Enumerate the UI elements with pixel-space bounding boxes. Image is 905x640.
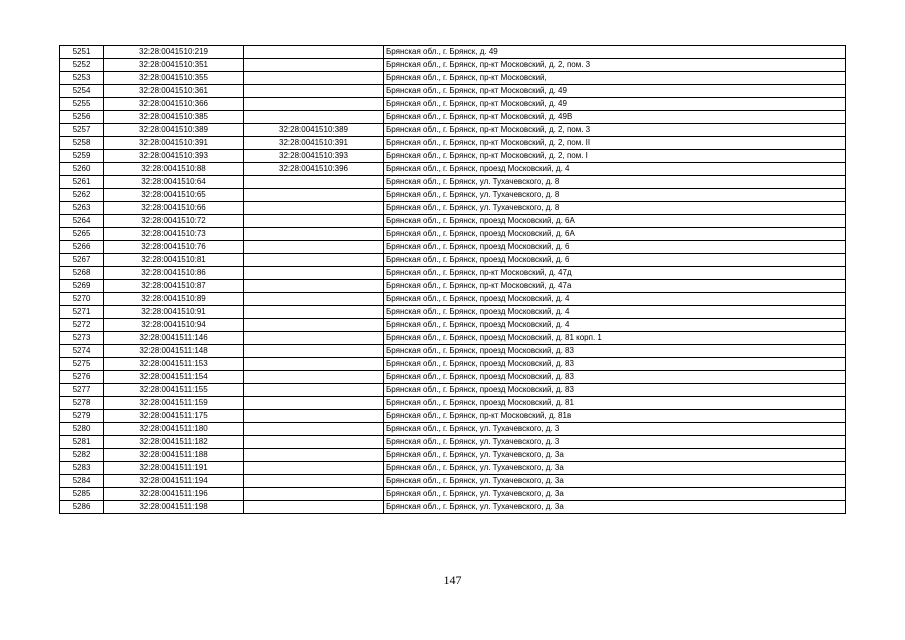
table-row — [60, 189, 846, 202]
row-number-cell: 5265 — [60, 228, 104, 241]
related-cadastral-number-cell — [244, 358, 384, 371]
table-row — [60, 293, 846, 306]
related-cadastral-number-cell — [244, 488, 384, 501]
row-number-cell: 5283 — [60, 462, 104, 475]
address-cell: Брянская обл., г. Брянск, проезд Московский, д. 83 — [384, 371, 846, 384]
address-cell: Брянская обл., г. Брянск, пр-кт Московский, д. 47д — [384, 267, 846, 280]
table-row — [60, 358, 846, 371]
table-row — [60, 46, 846, 59]
cadastral-register-table — [59, 45, 846, 514]
table-row — [60, 371, 846, 384]
cadastral-number-cell: 32:28:0041510:81 — [104, 254, 244, 267]
row-number-cell: 5264 — [60, 215, 104, 228]
cadastral-number-cell: 32:28:0041511:198 — [104, 501, 244, 514]
row-number-cell: 5263 — [60, 202, 104, 215]
cadastral-number-cell: 32:28:0041510:385 — [104, 111, 244, 124]
address-cell: Брянская обл., г. Брянск, ул. Тухачевского, д. 3 — [384, 423, 846, 436]
table-row — [60, 98, 846, 111]
table-body — [60, 46, 846, 514]
address-cell: Брянская обл., г. Брянск, д. 49 — [384, 46, 846, 59]
cadastral-number-cell: 32:28:0041510:391 — [104, 137, 244, 150]
row-number-cell: 5268 — [60, 267, 104, 280]
row-number-cell: 5284 — [60, 475, 104, 488]
related-cadastral-number-cell — [244, 254, 384, 267]
table-row — [60, 72, 846, 85]
cadastral-number-cell: 32:28:0041510:73 — [104, 228, 244, 241]
cadastral-number-cell: 32:28:0041511:180 — [104, 423, 244, 436]
address-cell: Брянская обл., г. Брянск, ул. Тухачевского, д. 3а — [384, 462, 846, 475]
address-cell: Брянская обл., г. Брянск, пр-кт Московский, д. 81в — [384, 410, 846, 423]
related-cadastral-number-cell — [244, 176, 384, 189]
cadastral-number-cell: 32:28:0041511:155 — [104, 384, 244, 397]
table-row — [60, 85, 846, 98]
related-cadastral-number-cell — [244, 85, 384, 98]
related-cadastral-number-cell — [244, 462, 384, 475]
table-row — [60, 59, 846, 72]
address-cell: Брянская обл., г. Брянск, проезд Московский, д. 6 — [384, 241, 846, 254]
row-number-cell: 5254 — [60, 85, 104, 98]
table-row — [60, 436, 846, 449]
address-cell: Брянская обл., г. Брянск, ул. Тухачевского, д. 8 — [384, 189, 846, 202]
cadastral-number-cell: 32:28:0041510:351 — [104, 59, 244, 72]
table-row — [60, 423, 846, 436]
row-number-cell: 5278 — [60, 397, 104, 410]
table-row — [60, 176, 846, 189]
table-row — [60, 111, 846, 124]
cadastral-number-cell: 32:28:0041510:89 — [104, 293, 244, 306]
address-cell: Брянская обл., г. Брянск, ул. Тухачевского, д. 3а — [384, 449, 846, 462]
table-row — [60, 345, 846, 358]
cadastral-number-cell: 32:28:0041511:159 — [104, 397, 244, 410]
address-cell: Брянская обл., г. Брянск, проезд Московский, д. 4 — [384, 163, 846, 176]
cadastral-number-cell: 32:28:0041511:194 — [104, 475, 244, 488]
table-row — [60, 332, 846, 345]
related-cadastral-number-cell: 32:28:0041510:391 — [244, 137, 384, 150]
address-cell: Брянская обл., г. Брянск, проезд Московский, д. 83 — [384, 358, 846, 371]
related-cadastral-number-cell — [244, 345, 384, 358]
address-cell: Брянская обл., г. Брянск, проезд Московский, д. 6 — [384, 254, 846, 267]
cadastral-number-cell: 32:28:0041510:389 — [104, 124, 244, 137]
table-row — [60, 254, 846, 267]
row-number-cell: 5270 — [60, 293, 104, 306]
address-cell: Брянская обл., г. Брянск, ул. Тухачевского, д. 3а — [384, 501, 846, 514]
related-cadastral-number-cell — [244, 46, 384, 59]
table-row — [60, 215, 846, 228]
table-row — [60, 488, 846, 501]
row-number-cell: 5275 — [60, 358, 104, 371]
related-cadastral-number-cell — [244, 410, 384, 423]
related-cadastral-number-cell — [244, 202, 384, 215]
address-cell: Брянская обл., г. Брянск, ул. Тухачевского, д. 3а — [384, 488, 846, 501]
address-cell: Брянская обл., г. Брянск, проезд Московский, д. 81 — [384, 397, 846, 410]
address-cell: Брянская обл., г. Брянск, ул. Тухачевского, д. 3 — [384, 436, 846, 449]
cadastral-number-cell: 32:28:0041510:361 — [104, 85, 244, 98]
related-cadastral-number-cell — [244, 293, 384, 306]
row-number-cell: 5251 — [60, 46, 104, 59]
row-number-cell: 5269 — [60, 280, 104, 293]
address-cell: Брянская обл., г. Брянск, пр-кт Московский, д. 2, пом. I — [384, 150, 846, 163]
cadastral-number-cell: 32:28:0041510:64 — [104, 176, 244, 189]
row-number-cell: 5252 — [60, 59, 104, 72]
address-cell: Брянская обл., г. Брянск, проезд Московский, д. 83 — [384, 384, 846, 397]
row-number-cell: 5276 — [60, 371, 104, 384]
related-cadastral-number-cell — [244, 384, 384, 397]
cadastral-number-cell: 32:28:0041510:393 — [104, 150, 244, 163]
address-cell: Брянская обл., г. Брянск, пр-кт Московский, д. 2, пом. 3 — [384, 124, 846, 137]
table-row — [60, 410, 846, 423]
related-cadastral-number-cell — [244, 371, 384, 384]
related-cadastral-number-cell — [244, 72, 384, 85]
related-cadastral-number-cell: 32:28:0041510:396 — [244, 163, 384, 176]
address-cell: Брянская обл., г. Брянск, пр-кт Московский, д. 49 — [384, 98, 846, 111]
cadastral-number-cell: 32:28:0041510:94 — [104, 319, 244, 332]
row-number-cell: 5277 — [60, 384, 104, 397]
row-number-cell: 5266 — [60, 241, 104, 254]
cadastral-number-cell: 32:28:0041511:154 — [104, 371, 244, 384]
table-row — [60, 475, 846, 488]
table-row — [60, 124, 846, 137]
related-cadastral-number-cell — [244, 111, 384, 124]
row-number-cell: 5271 — [60, 306, 104, 319]
table-row — [60, 449, 846, 462]
related-cadastral-number-cell — [244, 397, 384, 410]
related-cadastral-number-cell — [244, 228, 384, 241]
cadastral-number-cell: 32:28:0041510:219 — [104, 46, 244, 59]
row-number-cell: 5262 — [60, 189, 104, 202]
address-cell: Брянская обл., г. Брянск, проезд Московский, д. 6А — [384, 215, 846, 228]
address-cell: Брянская обл., г. Брянск, пр-кт Московский, д. 47а — [384, 280, 846, 293]
address-cell: Брянская обл., г. Брянск, ул. Тухачевского, д. 8 — [384, 176, 846, 189]
address-cell: Брянская обл., г. Брянск, проезд Московский, д. 4 — [384, 306, 846, 319]
related-cadastral-number-cell — [244, 306, 384, 319]
table-row — [60, 319, 846, 332]
address-cell: Брянская обл., г. Брянск, пр-кт Московский, д. 2, пом. II — [384, 137, 846, 150]
related-cadastral-number-cell — [244, 98, 384, 111]
row-number-cell: 5257 — [60, 124, 104, 137]
address-cell: Брянская обл., г. Брянск, ул. Тухачевского, д. 8 — [384, 202, 846, 215]
cadastral-number-cell: 32:28:0041510:366 — [104, 98, 244, 111]
address-cell: Брянская обл., г. Брянск, пр-кт Московский, д. 49 — [384, 85, 846, 98]
cadastral-number-cell: 32:28:0041511:146 — [104, 332, 244, 345]
cadastral-number-cell: 32:28:0041511:182 — [104, 436, 244, 449]
related-cadastral-number-cell — [244, 436, 384, 449]
related-cadastral-number-cell — [244, 280, 384, 293]
row-number-cell: 5253 — [60, 72, 104, 85]
table-row — [60, 306, 846, 319]
address-cell: Брянская обл., г. Брянск, пр-кт Московский, д. 2, пом. 3 — [384, 59, 846, 72]
cadastral-number-cell: 32:28:0041510:87 — [104, 280, 244, 293]
row-number-cell: 5274 — [60, 345, 104, 358]
table-row — [60, 163, 846, 176]
address-cell: Брянская обл., г. Брянск, проезд Московский, д. 81 корп. 1 — [384, 332, 846, 345]
row-number-cell: 5286 — [60, 501, 104, 514]
address-cell: Брянская обл., г. Брянск, пр-кт Московский, — [384, 72, 846, 85]
table-row — [60, 462, 846, 475]
related-cadastral-number-cell — [244, 59, 384, 72]
table-row — [60, 150, 846, 163]
related-cadastral-number-cell — [244, 501, 384, 514]
address-cell: Брянская обл., г. Брянск, проезд Московский, д. 4 — [384, 293, 846, 306]
related-cadastral-number-cell — [244, 423, 384, 436]
table-row — [60, 280, 846, 293]
address-cell: Брянская обл., г. Брянск, пр-кт Московский, д. 49В — [384, 111, 846, 124]
related-cadastral-number-cell — [244, 215, 384, 228]
cadastral-number-cell: 32:28:0041510:65 — [104, 189, 244, 202]
row-number-cell: 5267 — [60, 254, 104, 267]
row-number-cell: 5258 — [60, 137, 104, 150]
row-number-cell: 5279 — [60, 410, 104, 423]
cadastral-number-cell: 32:28:0041510:355 — [104, 72, 244, 85]
address-cell: Брянская обл., г. Брянск, проезд Московский, д. 6А — [384, 228, 846, 241]
row-number-cell: 5273 — [60, 332, 104, 345]
cadastral-number-cell: 32:28:0041511:188 — [104, 449, 244, 462]
related-cadastral-number-cell — [244, 189, 384, 202]
related-cadastral-number-cell — [244, 332, 384, 345]
related-cadastral-number-cell — [244, 241, 384, 254]
related-cadastral-number-cell — [244, 475, 384, 488]
row-number-cell: 5260 — [60, 163, 104, 176]
row-number-cell: 5259 — [60, 150, 104, 163]
page-number: 147 — [443, 573, 462, 587]
cadastral-number-cell: 32:28:0041511:191 — [104, 462, 244, 475]
cadastral-number-cell: 32:28:0041511:196 — [104, 488, 244, 501]
cadastral-number-cell: 32:28:0041511:153 — [104, 358, 244, 371]
row-number-cell: 5281 — [60, 436, 104, 449]
cadastral-number-cell: 32:28:0041510:72 — [104, 215, 244, 228]
row-number-cell: 5255 — [60, 98, 104, 111]
related-cadastral-number-cell — [244, 319, 384, 332]
related-cadastral-number-cell — [244, 267, 384, 280]
table-row — [60, 137, 846, 150]
table-row — [60, 267, 846, 280]
table-row — [60, 384, 846, 397]
table-row — [60, 501, 846, 514]
cadastral-number-cell: 32:28:0041511:148 — [104, 345, 244, 358]
row-number-cell: 5285 — [60, 488, 104, 501]
table-row — [60, 397, 846, 410]
address-cell: Брянская обл., г. Брянск, ул. Тухачевского, д. 3а — [384, 475, 846, 488]
table-row — [60, 202, 846, 215]
address-cell: Брянская обл., г. Брянск, проезд Московский, д. 83 — [384, 345, 846, 358]
row-number-cell: 5256 — [60, 111, 104, 124]
table-row — [60, 241, 846, 254]
address-cell: Брянская обл., г. Брянск, проезд Московский, д. 4 — [384, 319, 846, 332]
cadastral-number-cell: 32:28:0041510:91 — [104, 306, 244, 319]
row-number-cell: 5280 — [60, 423, 104, 436]
table-row — [60, 228, 846, 241]
cadastral-number-cell: 32:28:0041511:175 — [104, 410, 244, 423]
related-cadastral-number-cell: 32:28:0041510:389 — [244, 124, 384, 137]
related-cadastral-number-cell — [244, 449, 384, 462]
cadastral-number-cell: 32:28:0041510:76 — [104, 241, 244, 254]
cadastral-number-cell: 32:28:0041510:88 — [104, 163, 244, 176]
row-number-cell: 5282 — [60, 449, 104, 462]
cadastral-number-cell: 32:28:0041510:66 — [104, 202, 244, 215]
cadastral-number-cell: 32:28:0041510:86 — [104, 267, 244, 280]
related-cadastral-number-cell: 32:28:0041510:393 — [244, 150, 384, 163]
row-number-cell: 5261 — [60, 176, 104, 189]
row-number-cell: 5272 — [60, 319, 104, 332]
